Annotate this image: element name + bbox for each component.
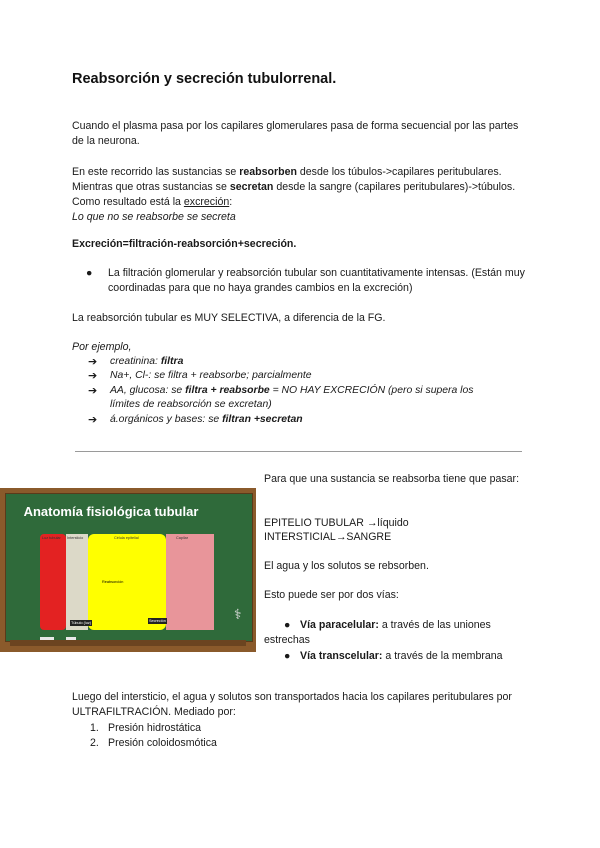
reabsorption-path-intro: Para que una sustancia se reabsorba tiene que pasar: — [264, 473, 520, 485]
list-item-hydrostatic: Presión hidrostática — [108, 722, 202, 734]
chalkboard — [5, 493, 253, 642]
figure-label: Reabsorción — [102, 580, 124, 584]
divider — [75, 451, 522, 452]
arrow-icon: ➔ — [88, 370, 98, 382]
list-number: 1. — [90, 722, 99, 734]
bullet-dot: ● — [284, 619, 291, 631]
chalk-piece — [40, 637, 54, 640]
figure-title: Anatomía fisiológica tubular — [23, 504, 199, 519]
arrow-icon: ➔ — [88, 414, 98, 426]
example-heading: Por ejemplo, — [72, 341, 132, 353]
chalk-piece — [66, 637, 76, 640]
interstitium-column — [66, 534, 88, 630]
caduceus-icon: ⚕ — [234, 606, 242, 622]
intro-paragraph: Cuando el plasma pasa por los capilares glomerulares pasa de forma secuencial por las partes de la neurona. — [72, 120, 519, 147]
list-item-colloid: Presión coloidosmótica — [108, 737, 217, 749]
figure-label: Capilar — [176, 536, 189, 540]
route-transcellular: Vía transcelular: a través de la membrana — [300, 650, 503, 662]
bullet-dot: ● — [86, 267, 93, 279]
arrow-icon: ➔ — [88, 385, 98, 397]
figure-label: Célula epitelial — [114, 536, 139, 540]
path-line-2: INTERSTICIAL→SANGRE — [264, 531, 392, 543]
bullet-glomerular: La filtración glomerular y reabsorción tubular son cuantitativamente intensas. (Están muy coordinadas para que no haya grandes cambios en la excreción) — [108, 267, 525, 294]
chalk-tray — [10, 640, 246, 646]
tubular-anatomy-figure — [0, 488, 256, 652]
capillary-column — [166, 534, 214, 630]
route-paracellular: Vía paracelular: a través de las uniones estrechas — [264, 619, 491, 646]
page-title: Reabsorción y secreción tubulorrenal. — [72, 71, 337, 87]
tubule-lumen-column — [40, 534, 66, 630]
figure-label: Luz tubular — [42, 536, 61, 540]
reabsorption-paragraph: En este recorrido las sustancias se reabsorben desde los túbulos->capilares peritubulares. Mientras que otras sustancias se secretan desde la sangre (capilares peritubulares)->túbulos. Como resultado está la excreción: Lo que no se reabsorbe se secreta — [72, 166, 516, 223]
two-routes-text: Esto puede ser por dos vías: — [264, 589, 399, 601]
figure-label: Intersticio — [67, 536, 84, 540]
path-line-1: EPITELIO TUBULAR →líquido — [264, 517, 409, 529]
arrow-icon: ➔ — [88, 356, 98, 368]
bullet-dot: ● — [284, 650, 291, 662]
ultrafiltration-paragraph: Luego del intersticio, el agua y solutos son transportados hacia los capilares peritubulares por ULTRAFILTRACIÓN. Mediado por: — [72, 691, 512, 718]
figure-label: Túbulo (luz) — [71, 621, 92, 625]
selective-paragraph: La reabsorción tubular es MUY SELECTIVA, a diferencia de la FG. — [72, 312, 386, 324]
epithelial-cell-column — [88, 534, 166, 630]
rule-italic: Lo que no se reabsorbe se secreta — [72, 211, 236, 223]
list-number: 2. — [90, 737, 99, 749]
excretion-formula: Excreción=filtración-reabsorción+secreción. — [72, 238, 297, 250]
water-solutes-text: El agua y los solutos se rebsorben. — [264, 560, 429, 572]
figure-label: Secreción — [149, 619, 166, 623]
